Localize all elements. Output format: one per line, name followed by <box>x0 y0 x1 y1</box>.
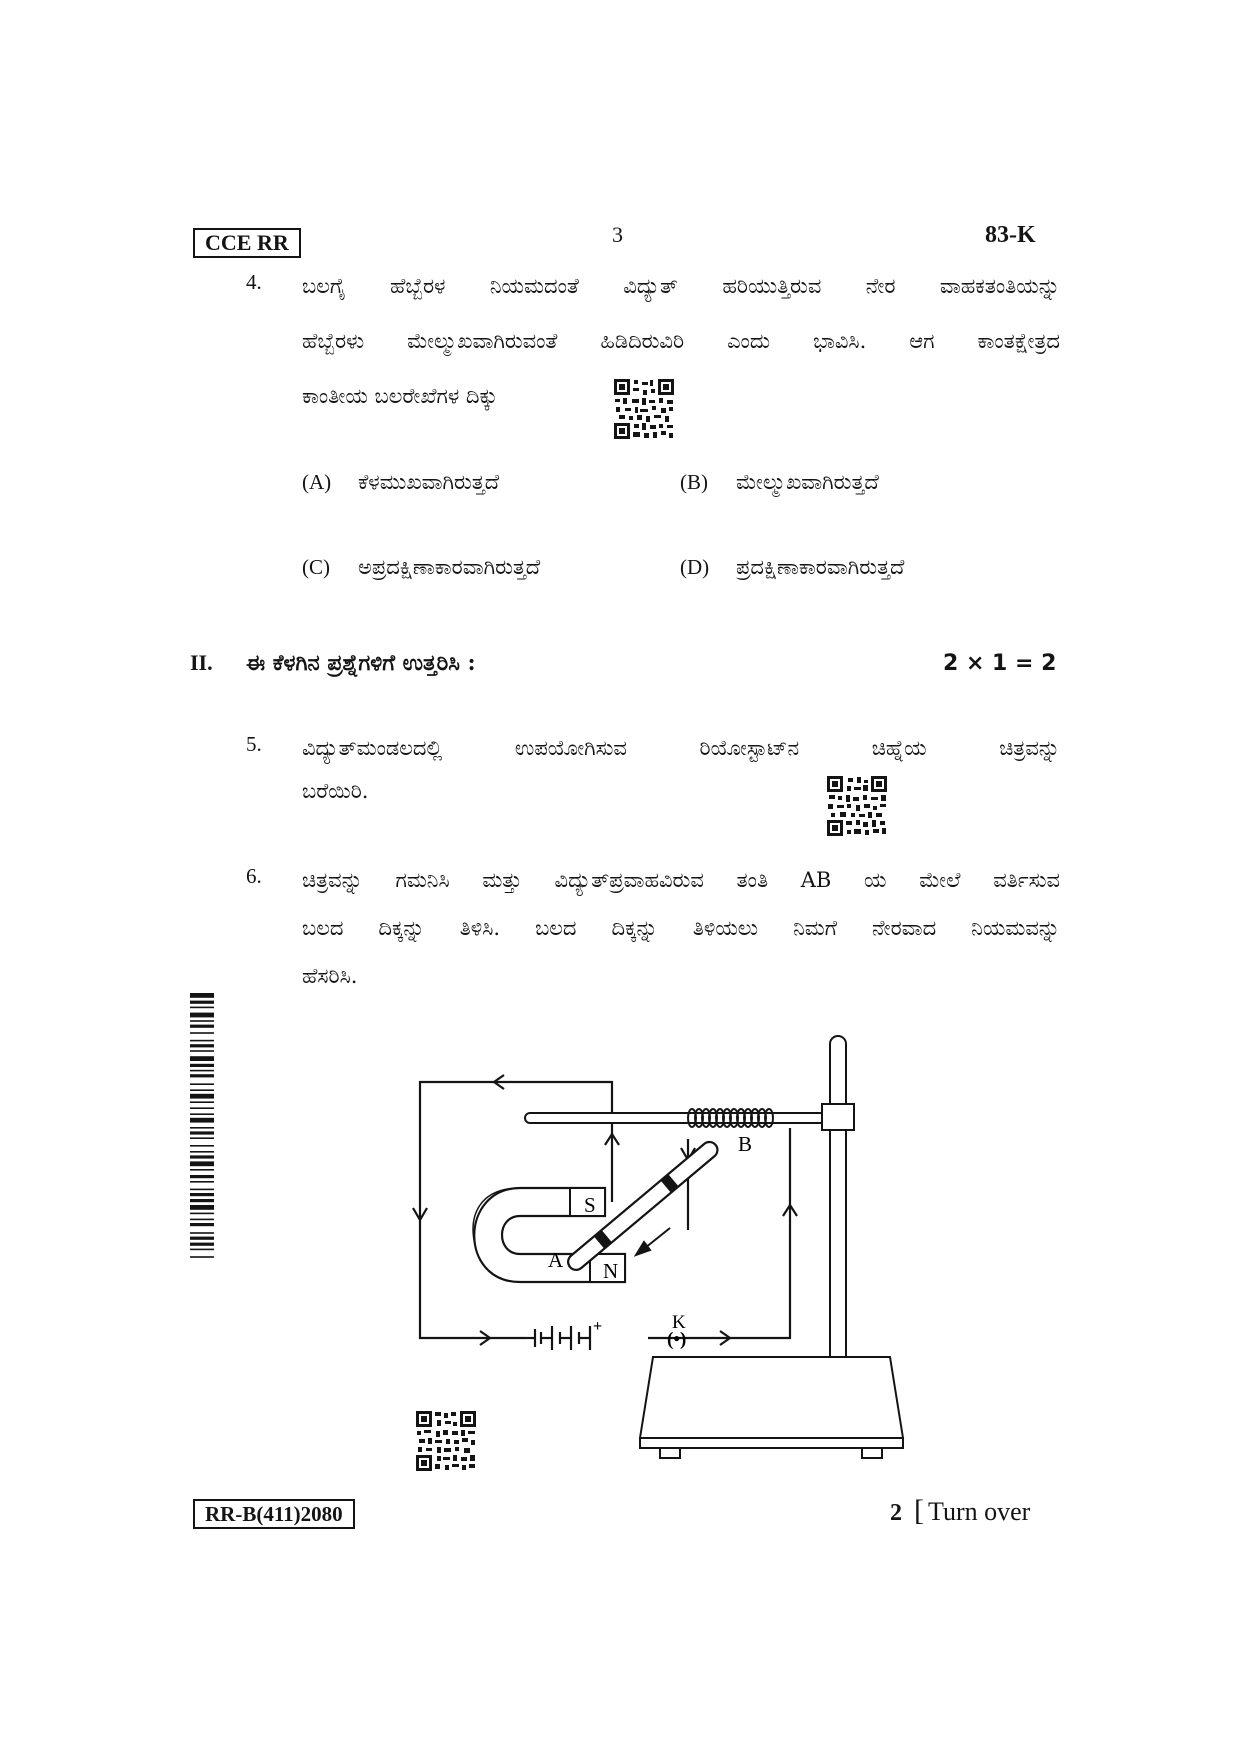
question-5-number: 5. <box>246 732 262 756</box>
barcode-bar <box>190 1083 214 1085</box>
stand-horizontal-rod <box>525 1113 825 1123</box>
barcode-bar <box>190 1237 214 1240</box>
barcode-bar <box>190 1094 214 1099</box>
barcode-bar <box>190 1118 214 1123</box>
barcode-bar <box>190 1137 214 1139</box>
barcode-bar <box>190 1113 214 1115</box>
stand-base-top <box>640 1357 903 1438</box>
barcode-bar <box>190 1175 214 1178</box>
barcode-bar <box>190 1050 214 1052</box>
barcode-bar <box>190 993 214 998</box>
barcode-bar <box>190 1025 214 1028</box>
barcode-bar <box>190 1256 214 1258</box>
label-s: S <box>584 1193 596 1217</box>
barcode-bar <box>190 1199 214 1202</box>
option-b-label: (B) <box>680 470 708 494</box>
barcode-bar <box>190 1169 214 1171</box>
barcode-bar <box>190 1127 214 1129</box>
motion-arrow-icon <box>636 1228 670 1255</box>
question-5-line-2: ಬರೆಯಿರಿ. <box>302 779 369 803</box>
label-a: A <box>548 1248 564 1272</box>
exam-type-box: CCE RR <box>193 228 301 258</box>
section-2-title: ಈ ಕೆಳಗಿನ ಪ್ರಶ್ನೆಗಳಿಗೆ ಉತ್ತರಿಸಿ : <box>245 650 476 676</box>
option-d <box>680 555 904 580</box>
barcode-bar <box>190 1181 214 1183</box>
label-n: N <box>603 1259 619 1283</box>
label-b: B <box>738 1132 753 1156</box>
battery-plus-label: + <box>593 1318 603 1335</box>
barcode-bar <box>190 1249 214 1251</box>
barcode-bar <box>190 1032 214 1034</box>
footer-turn-over-text: Turn over <box>928 1497 1031 1526</box>
question-6-line-1: ಚಿತ್ರವನ್ನು ಗಮನಿಸಿ ಮತ್ತು ವಿದ್ಯುತ್‌ಪ್ರವಾಹವಿರುವ ತಂತಿ AB ಯ ಮೇಲೆ ವರ್ತಿಸುವ <box>302 868 1060 892</box>
barcode-bar <box>190 1020 214 1022</box>
question-4-line-2: ಹೆಬ್ಬೆರಳು ಮೇಲ್ಮುಖವಾಗಿರುವಂತೆ ಹಿಡಿದಿರುವಿರಿ ಎಂದು ಭಾವಿಸಿ. ಆಗ ಕಾಂತಕ್ಷೇತ್ರದ <box>302 329 1060 353</box>
option-d-label: (D) <box>680 555 710 579</box>
barcode-bar <box>190 1145 214 1147</box>
experiment-figure <box>400 1030 920 1470</box>
barcode-bar <box>190 1205 214 1210</box>
stand-base-leg-left <box>660 1448 680 1458</box>
barcode-bar <box>190 1040 214 1042</box>
footer-turn-over <box>890 1494 1030 1528</box>
barcode-bar <box>190 1070 214 1072</box>
barcode-bar <box>190 1223 214 1226</box>
barcode-bar <box>190 1151 214 1153</box>
label-k: K <box>672 1312 686 1333</box>
option-a-text: ಕೆಳಮುಖವಾಗಿರುತ್ತದೆ <box>358 470 500 494</box>
option-a <box>302 470 499 495</box>
option-a-label: (A) <box>302 470 332 494</box>
battery-icon <box>525 1326 590 1350</box>
barcode-bar <box>190 1107 214 1109</box>
qr-code-q5 <box>826 775 888 837</box>
barcode-bar <box>190 1155 214 1158</box>
question-4-number: 4. <box>246 270 262 294</box>
section-2-heading <box>190 650 476 676</box>
footer-code-box: RR-B(411)2080 <box>193 1499 355 1529</box>
barcode-bar <box>190 1189 214 1191</box>
barcode-bar <box>190 1131 214 1134</box>
circuit-wire-right <box>648 1128 790 1338</box>
option-d-text: ಪ್ರದಕ್ಷಿಣಾಕಾರವಾಗಿರುತ್ತದೆ <box>736 555 905 579</box>
barcode <box>190 993 214 1323</box>
barcode-bar <box>190 1044 214 1047</box>
stand-base-leg-right <box>862 1448 882 1458</box>
qr-code-q6 <box>415 1410 477 1472</box>
option-b-text: ಮೇಲ್ಮುಖವಾಗಿರುತ್ತದೆ <box>736 470 879 494</box>
qr-code-q4 <box>613 378 675 440</box>
question-6-line-3: ಹೆಸರಿಸಿ. <box>302 964 358 988</box>
option-c-label: (C) <box>302 555 330 579</box>
paper-code: 83-K <box>985 222 1036 248</box>
barcode-bar <box>190 1013 214 1018</box>
barcode-bar <box>190 1193 214 1196</box>
question-4-line-3: ಕಾಂತೀಯ ಬಲರೇಖೆಗಳ ದಿಕ್ಕು <box>302 384 498 408</box>
stand-vertical-rod <box>830 1036 846 1402</box>
option-c <box>302 555 540 580</box>
footer-bracket: [ <box>914 1494 924 1527</box>
stand-clamp <box>822 1104 854 1130</box>
barcode-bar <box>190 1213 214 1215</box>
question-6-number: 6. <box>246 864 262 888</box>
question-6-line-2: ಬಲದ ದಿಕ್ಕನ್ನು ತಿಳಿಸಿ. ಬಲದ ದಿಕ್ಕನ್ನು ತಿಳಿಯಲು ನಿಮಗೆ ನೇರವಾದ ನಿಯಮವನ್ನು <box>302 916 1060 940</box>
barcode-bar <box>190 1161 214 1166</box>
barcode-bar <box>190 1089 214 1091</box>
key-symbol: (•) <box>667 1329 687 1350</box>
section-2-marks: 2 × 1 = 2 <box>943 651 1057 676</box>
question-4-line-1: ಬಲಗೈ ಹೆಬ್ಬೆರಳ ನಿಯಮದಂತೆ ವಿದ್ಯುತ್ ಹರಿಯುತ್ತಿರುವ ನೇರ ವಾಹಕತಂತಿಯನ್ನು <box>302 274 1060 298</box>
barcode-bar <box>190 1101 214 1103</box>
option-b <box>680 470 879 495</box>
barcode-bar <box>190 1056 214 1061</box>
option-c-text: ಅಪ್ರದಕ್ಷಿಣಾಕಾರವಾಗಿರುತ್ತದೆ <box>358 555 541 579</box>
barcode-bar <box>190 1232 214 1234</box>
question-5-line-1: ವಿದ್ಯುತ್‌ಮಂಡಲದಲ್ಲಿ ಉಪಯೋಗಿಸುವ ರಿಯೋಸ್ಟಾಟ್‌ನ ಚಿಹ್ನೆಯ ಚಿತ್ರವನ್ನು <box>302 736 1060 760</box>
footer-page-number: 2 <box>890 1500 902 1526</box>
barcode-bar <box>190 1074 214 1077</box>
barcode-bar <box>190 1001 214 1004</box>
barcode-bar <box>190 1064 214 1067</box>
barcode-bar <box>190 1007 214 1009</box>
page-number: 3 <box>612 222 623 247</box>
barcode-bar <box>190 1243 214 1246</box>
barcode-bar <box>190 1219 214 1221</box>
section-2-roman: II. <box>190 650 213 675</box>
stand-base-front <box>640 1438 903 1448</box>
